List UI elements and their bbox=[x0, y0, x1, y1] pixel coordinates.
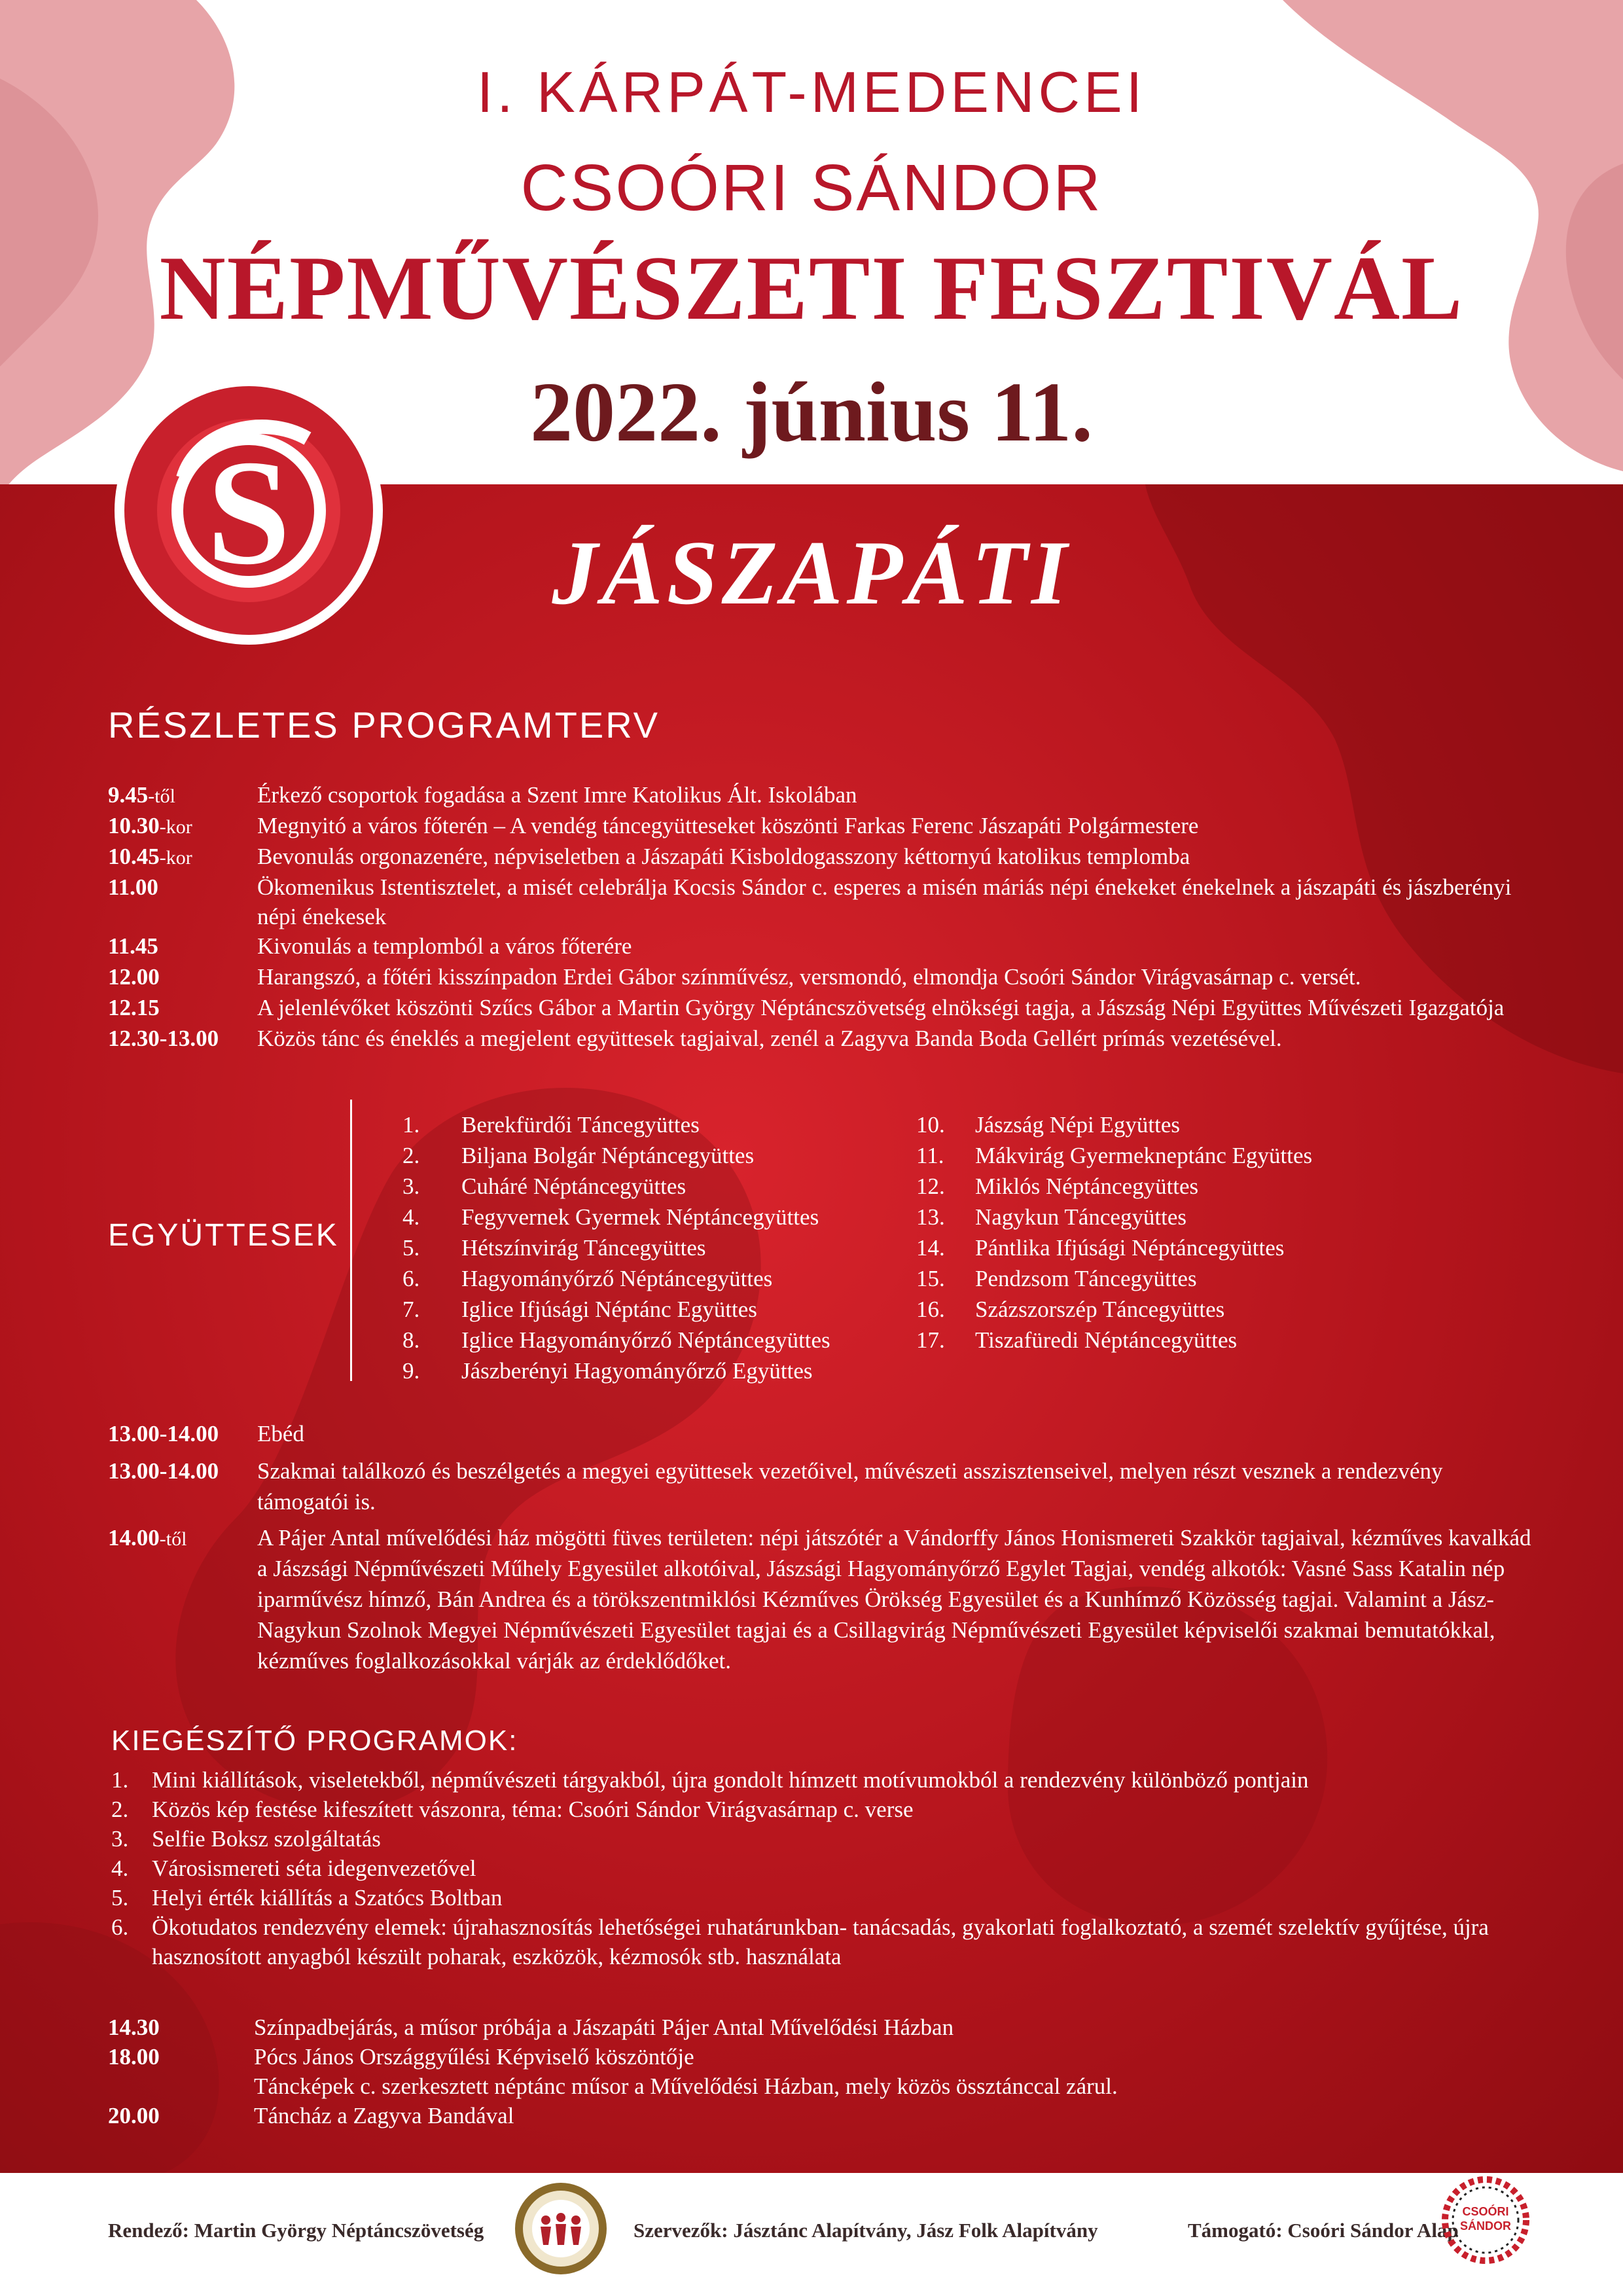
list-item: 14. Pántlika Ifjúsági Néptáncegyüttes bbox=[916, 1235, 1285, 1261]
sponsor-logo-text-2: SÁNDOR bbox=[1459, 2219, 1511, 2233]
list-item: 9. Jászberényi Hagyományőrző Együttes bbox=[402, 1358, 813, 1384]
csoori-sandor-logo bbox=[1440, 2174, 1531, 2272]
list-item: 11. Mákvirág Gyermekneptánc Együttes bbox=[916, 1143, 1313, 1168]
extra-programs-title: KIEGÉSZÍTŐ PROGRAMOK: bbox=[111, 1725, 518, 1757]
program-row: 13.00-14.00 Szakmai találkozó és beszélgetés a megyei együttesek vezetőivel, művészeti asszisztenseivel, melyen részt vesznek a rendezvény támogatói is. bbox=[108, 1458, 1443, 1515]
program-row: 11.45 Kivonulás a templomból a város főterére bbox=[108, 933, 632, 959]
footer-sponsor: Támogató: Csoóri Sándor Alap bbox=[1188, 2219, 1459, 2242]
program-row: 13.00-14.00 Ebéd bbox=[108, 1421, 304, 1446]
evening-list bbox=[108, 2013, 1535, 2130]
afternoon-list bbox=[108, 1418, 1535, 1676]
list-item: 2. Közös kép festése kifeszített vászonra, téma: Csoóri Sándor Virágvasárnap c. verse bbox=[111, 1797, 914, 1822]
program-row: 20.00 Táncház a Zagyva Bandával bbox=[108, 2103, 514, 2128]
dancers-seal-icon bbox=[512, 2179, 610, 2278]
program-row: 9.45-től Érkező csoportok fogadása a Szent Imre Katolikus Ált. Iskolában bbox=[108, 782, 857, 808]
list-item: 3. Selfie Boksz szolgáltatás bbox=[111, 1826, 381, 1852]
festival-city: JÁSZAPÁTI bbox=[552, 522, 1071, 624]
list-item: 13. Nagykun Táncegyüttes bbox=[916, 1204, 1187, 1230]
svg-text:S: S bbox=[207, 429, 291, 596]
list-item: 8. Iglice Hagyományőrző Néptáncegyüttes bbox=[402, 1327, 830, 1353]
list-item: 5. Helyi érték kiállítás a Szatócs Boltban bbox=[111, 1885, 503, 1910]
festival-edition: I. KÁRPÁT-MEDENCEI bbox=[476, 60, 1147, 124]
program-row: Táncképek c. szerkesztett néptánc műsor a Művelődési Házban, mely közös össztánccal zárul. bbox=[254, 2073, 1118, 2099]
sponsor-logo-text-1: CSOÓRI bbox=[1462, 2205, 1509, 2218]
list-item: 15. Pendzsom Táncegyüttes bbox=[916, 1266, 1197, 1291]
list-item: 6. Hagyományőrző Néptáncegyüttes bbox=[402, 1266, 773, 1291]
ensembles-list-right bbox=[916, 1109, 1312, 1355]
program-row: 11.00 Ökomenikus Istentisztelet, a misét celebrálja Kocsis Sándor c. esperes a misén máriás népi énekeket énekelnek a jászapáti és jászberényi népi énekesek bbox=[108, 874, 1512, 929]
program-title: RÉSZLETES PROGRAMTERV bbox=[108, 704, 660, 745]
program-list bbox=[108, 780, 1535, 1054]
list-item: 16. Százszorszép Táncegyüttes bbox=[916, 1297, 1225, 1322]
program-row: 10.30-kor Megnyitó a város főterén – A vendég táncegyütteseket köszönti Farkas Ferenc Jászapáti Polgármestere bbox=[108, 813, 1199, 838]
footer-organizer: Rendező: Martin György Néptáncszövetség bbox=[108, 2219, 484, 2242]
ensembles-list-left bbox=[402, 1109, 830, 1386]
program-row: 12.00 Harangszó, a főtéri kisszínpadon Erdei Gábor színművész, versmondó, elmondja Csoóri Sándor Virágvasárnap c. versét. bbox=[108, 964, 1361, 990]
list-item: 10. Jászság Népi Együttes bbox=[916, 1112, 1180, 1138]
list-item: 12. Miklós Néptáncegyüttes bbox=[916, 1174, 1199, 1199]
ensembles-divider bbox=[350, 1100, 352, 1381]
program-row: 12.30-13.00 Közös tánc és éneklés a megjelent együttesek tagjaival, zenél a Zagyva Banda Boda Gellért prímás vezetésével. bbox=[108, 1026, 1282, 1051]
list-item: 4. Fegyvernek Gyermek Néptáncegyüttes bbox=[402, 1204, 819, 1230]
list-item: 6. Ökotudatos rendezvény elemek: újrahasznosítás lehetőségei ruhatárunkban- tanácsadás, gyakorlati foglalkoztató, a szemét szelektív gyűjtése, újra hasznosított anyagból készült poharak, eszközök, kézmosók stb. használata bbox=[111, 1914, 1489, 1969]
footer-organizers: Szervezők: Jásztánc Alapítvány, Jász Folk Alapítvány bbox=[633, 2219, 1098, 2242]
list-item: 5. Hétszínvirág Táncegyüttes bbox=[402, 1235, 706, 1261]
festival-title: NÉPMŰVÉSZETI FESZTIVÁL bbox=[159, 238, 1464, 339]
extra-programs-list bbox=[111, 1765, 1538, 1971]
list-item: 2. Biljana Bolgár Néptáncegyüttes bbox=[402, 1143, 755, 1168]
program-row: 18.00 Pócs János Országgyűlési Képviselő köszöntője bbox=[108, 2044, 694, 2070]
program-row: 14.00-től A Pájer Antal művelődési ház mögötti füves területen: népi játszótér a Vándorffy János Honismereti Szakkör tagjaival, kézműves kavalkád a Jászsági Népművészeti Műhely Egyesület alkotóival, Jászsági Hagyományőrző Egylet Tagjai, vendég alkotók: Vasné Sass Katalin nép iparművész hímző, Bán Andrea és a törökszentmiklósi Kézműves Örökség Egyesület és a Kunhímző Közösség tagjai. Valamint a Jász-Nagykun Szolnok Megyei Népművészeti Egyesület tagjai és a Csillagvirág Népművészeti Egyesület képviselői szakmai bemutatókkal, kézműves foglalkozásokkal várják az érdeklődőket. bbox=[108, 1525, 1531, 1674]
ensembles-label: EGYÜTTESEK bbox=[108, 1218, 339, 1253]
festival-namesake: CSOÓRI SÁNDOR bbox=[520, 151, 1103, 224]
list-item: 3. Cuháré Néptáncegyüttes bbox=[402, 1174, 687, 1199]
program-row: 10.45-kor Bevonulás orgonazenére, népviseletben a Jászapáti Kisboldogasszony kéttornyú katolikus templomba bbox=[108, 844, 1190, 869]
list-item: 1. Berekfürdői Táncegyüttes bbox=[402, 1112, 700, 1138]
list-item: 4. Városismereti séta idegenvezetővel bbox=[111, 1856, 476, 1881]
program-row: 12.15 A jelenlévőket köszönti Szűcs Gábor a Martin György Néptáncszövetség elnökségi tagja, a Jászság Népi Együttes Művészeti Igazgatója bbox=[108, 995, 1505, 1020]
list-item: 7. Iglice Ifjúsági Néptánc Együttes bbox=[402, 1297, 757, 1322]
festival-date: 2022. június 11. bbox=[530, 365, 1093, 459]
program-row: 14.30 Színpadbejárás, a műsor próbája a Jászapáti Pájer Antal Művelődési Házban bbox=[108, 2015, 954, 2040]
list-item: 1. Mini kiállítások, viseletekből, népművészeti tárgyakból, újra gondolt hímzett motívumokból a rendezvény különböző pontjain bbox=[111, 1767, 1309, 1793]
list-item: 17. Tiszafüredi Néptáncegyüttes bbox=[916, 1327, 1238, 1353]
